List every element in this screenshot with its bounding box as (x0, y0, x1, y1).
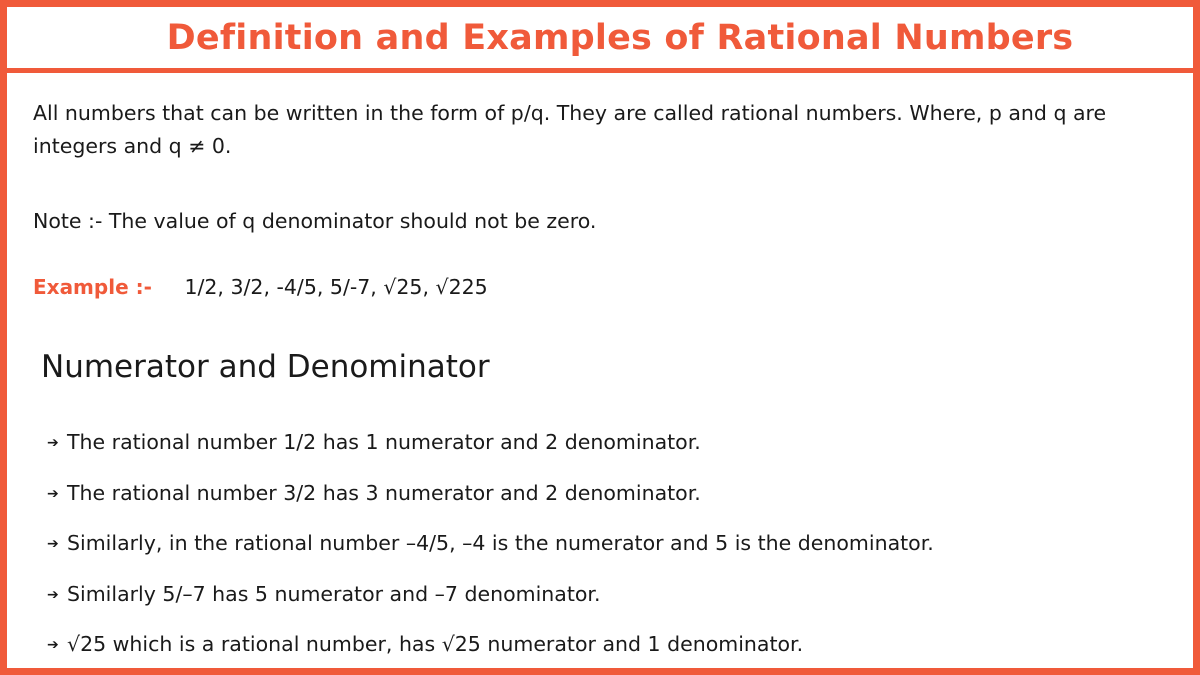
list-item (47, 619, 934, 670)
example-row (33, 271, 488, 304)
arrow-right-icon: ➔ (47, 637, 59, 654)
title-bar (7, 7, 1193, 73)
definition-text: All numbers that can be written in the form of p/q. They are called rational numbers. Where, p and q are integers and q ≠ 0. (33, 101, 1107, 158)
list-item-text: Similarly 5/–7 has 5 numerator and –7 denominator. (67, 581, 601, 606)
example-label: Example :- (33, 275, 152, 299)
arrow-right-icon: ➔ (47, 586, 59, 603)
list-item (47, 569, 934, 620)
arrow-right-icon: ➔ (47, 485, 59, 502)
list-item (47, 518, 934, 569)
list-item (47, 468, 934, 519)
list-item-text: The rational number 1/2 has 1 numerator and 2 denominator. (67, 430, 701, 455)
example-values: 1/2, 3/2, -4/5, 5/-7, √25, √225 (184, 275, 488, 299)
note-text: Note :- The value of q denominator should not be zero. (33, 209, 597, 233)
list-item-text: Similarly, in the rational number –4/5, –4 is the numerator and 5 is the denominator. (67, 531, 934, 556)
list-item-text: √25 which is a rational number, has √25 numerator and 1 denominator. (67, 632, 804, 657)
arrow-right-icon: ➔ (47, 435, 59, 452)
page-title: Definition and Examples of Rational Numbers (166, 17, 1074, 58)
section-heading: Numerator and Denominator (41, 349, 490, 385)
list-item (47, 417, 934, 468)
content-area (33, 97, 1163, 657)
list-item-text: The rational number 3/2 has 3 numerator and 2 denominator. (67, 480, 701, 505)
bullet-list (47, 417, 934, 670)
arrow-right-icon: ➔ (47, 536, 59, 553)
